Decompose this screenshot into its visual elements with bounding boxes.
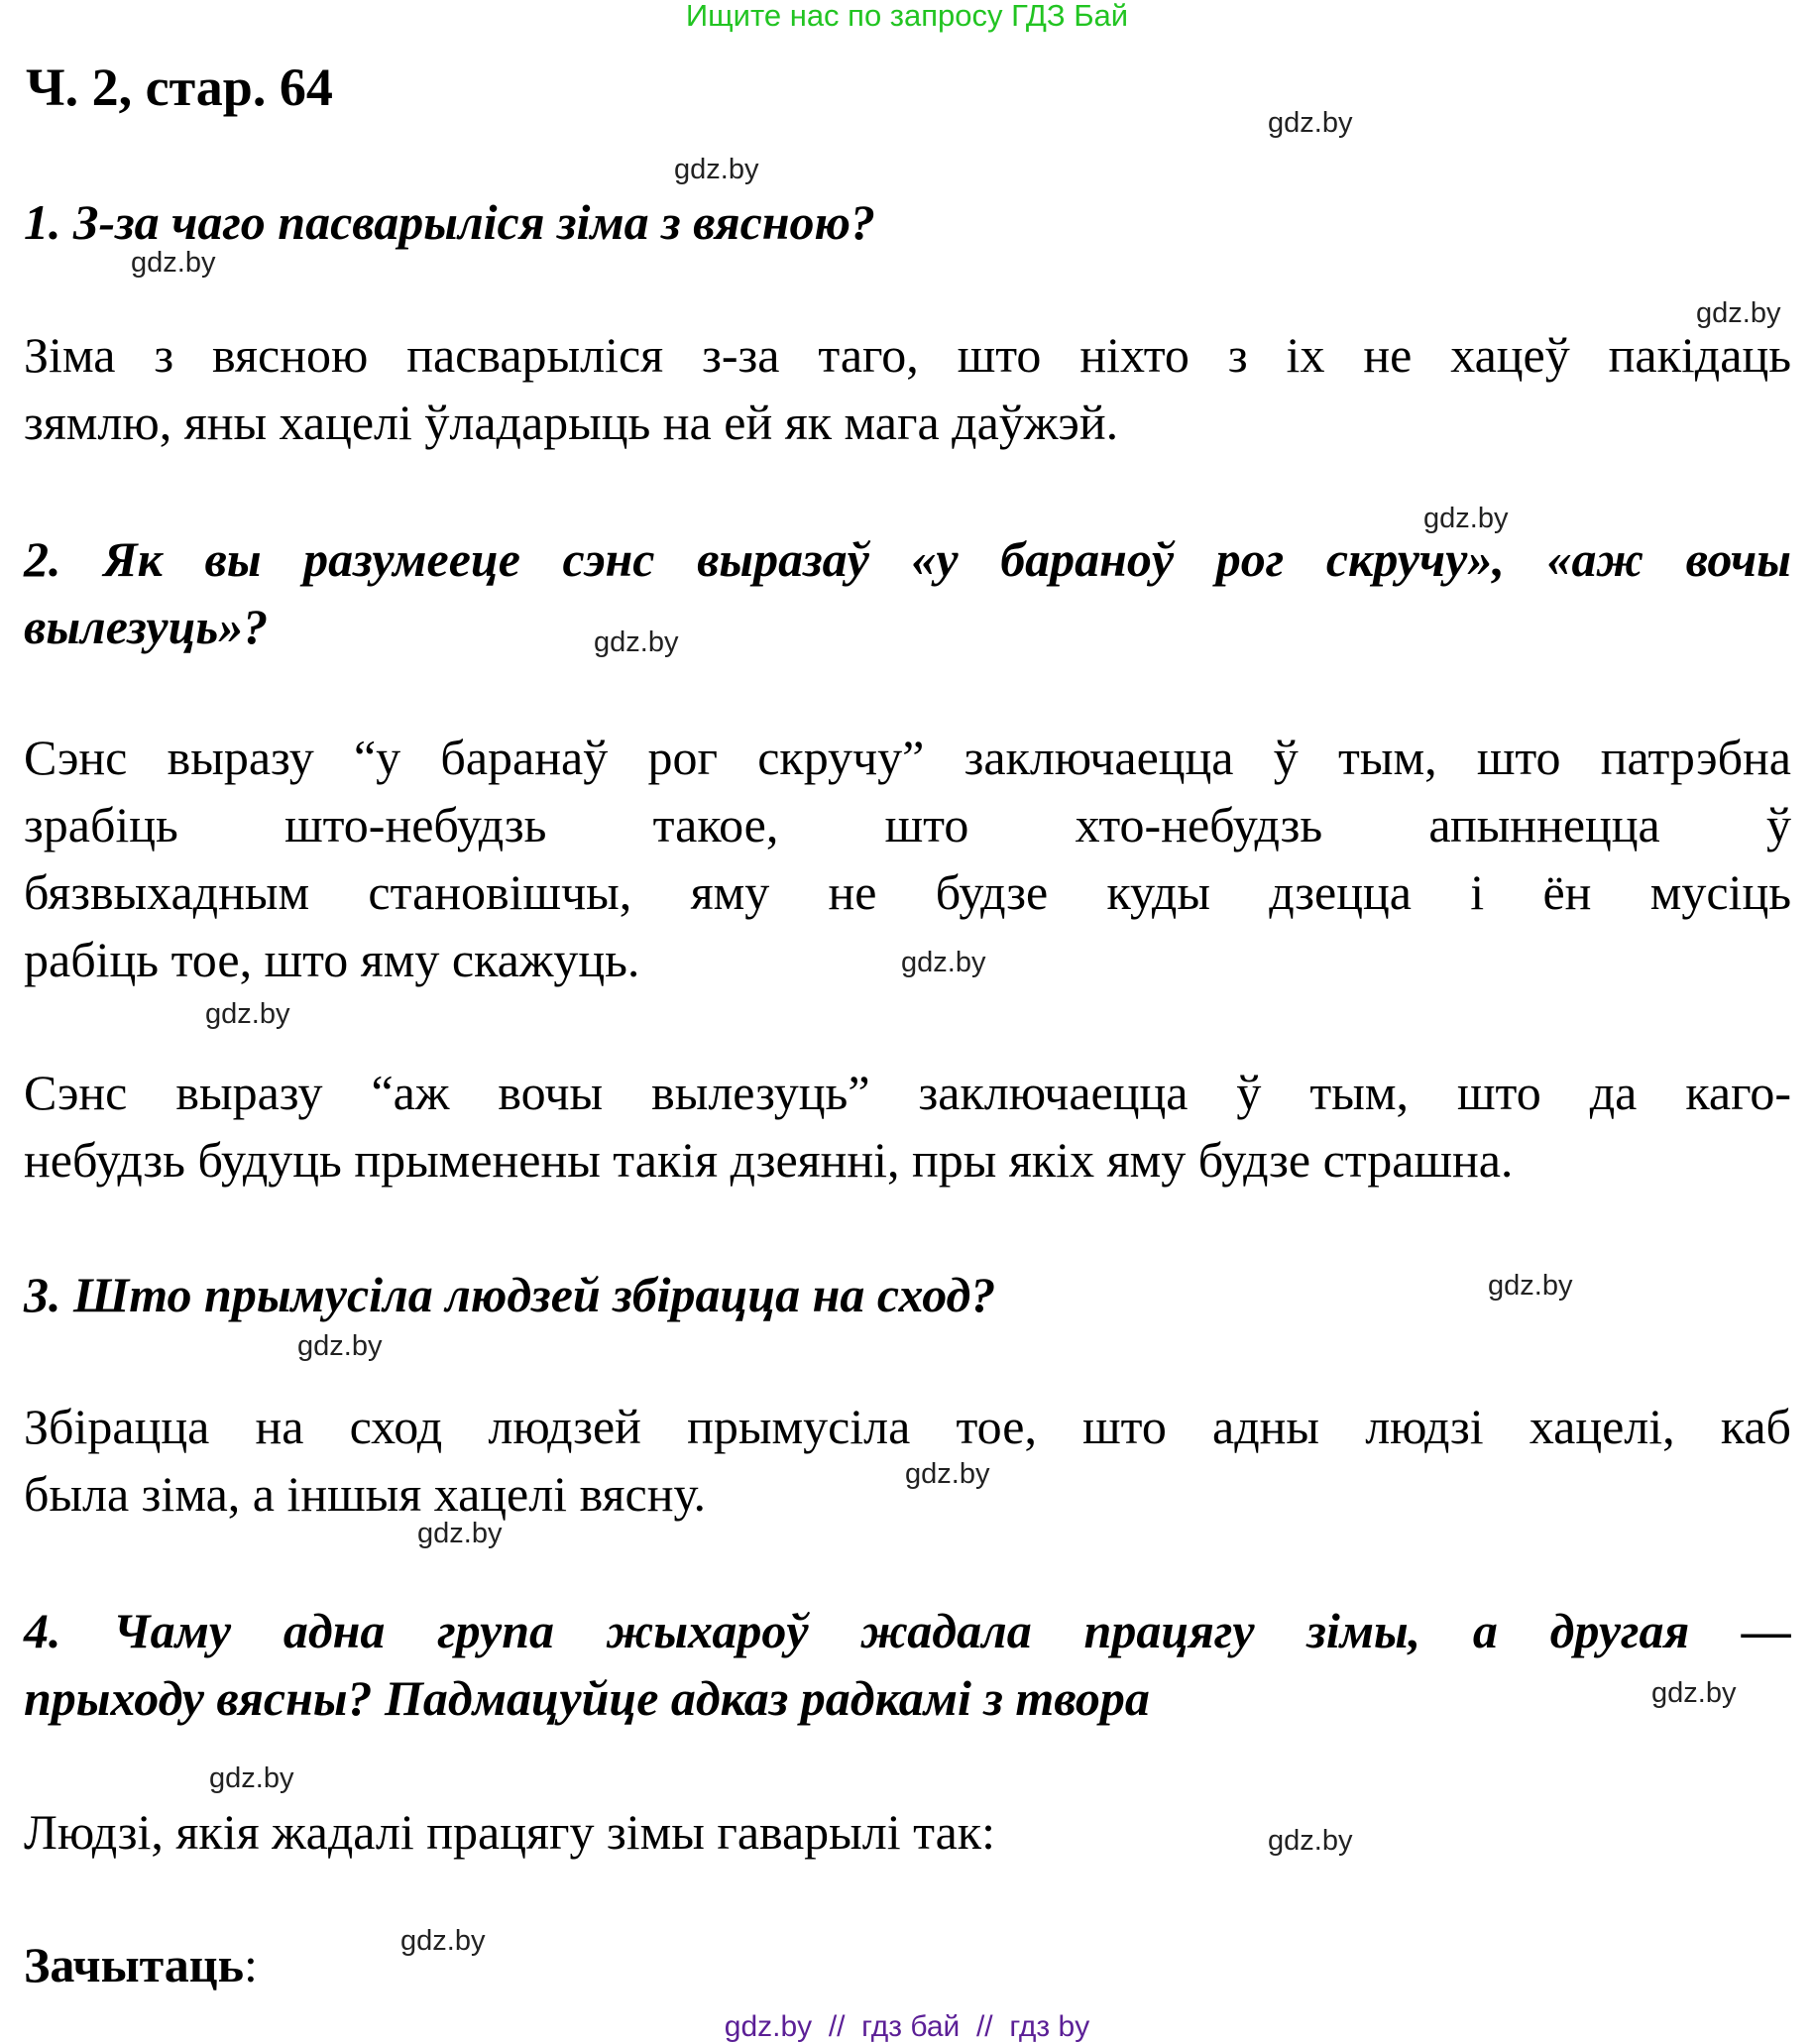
question-line: прыходу вясны? Падмацуйце адказ радкамі з твора xyxy=(24,1670,1150,1726)
answer-4 xyxy=(24,1798,1791,1866)
answer-line: Сэнс выразу “у баранаў рог скручу” заключаецца ў тым, што патрэбна xyxy=(24,730,1791,785)
read-colon: : xyxy=(244,1937,258,1992)
question-line: 3. Што прымусіла людзей збірацца на сход? xyxy=(24,1267,996,1322)
read-label: Зачытаць xyxy=(24,1937,245,1992)
question-line: 2. Як вы разумееце сэнс выразаў «у бараноў рог скручу», «аж вочы xyxy=(24,531,1791,587)
answer-line: небудзь будуць прыменены такія дзеянні, пры якіх яму будзе страшна. xyxy=(24,1132,1514,1188)
search-banner: Ищите нас по запросу ГДЗ Бай xyxy=(685,0,1129,33)
watermark: gdz.by xyxy=(1268,107,1353,139)
watermark: gdz.by xyxy=(1696,297,1781,329)
question-line: вылезуць»? xyxy=(24,599,269,654)
watermark: gdz.by xyxy=(1488,1270,1573,1302)
answer-line: была зіма, а іншыя хацелі вясну. xyxy=(24,1466,706,1522)
watermark: gdz.by xyxy=(674,154,759,185)
answer-line: Людзі, якія жадалі працягу зімы гаварылі так: xyxy=(24,1804,995,1860)
question-line: 4. Чаму адна група жыхароў жадала працягу зімы, а другая — xyxy=(24,1603,1791,1658)
watermark: gdz.by xyxy=(297,1330,383,1362)
answer-line: зямлю, яны хацелі ўладарыць на ей як мага даўжэй. xyxy=(24,395,1119,450)
read-section xyxy=(24,1931,1791,1998)
watermark: gdz.by xyxy=(1268,1825,1353,1857)
answer-line: бязвыхадным становішчы, яму не будзе куды дзецца і ён мусіць xyxy=(24,864,1791,920)
watermark: gdz.by xyxy=(131,247,216,279)
watermark: gdz.by xyxy=(1423,503,1509,534)
watermark: gdz.by xyxy=(209,1762,294,1794)
answer-2b xyxy=(24,1059,1791,1193)
watermark: gdz.by xyxy=(901,947,986,978)
answer-line: Зіма з вясною пасварыліся з-за таго, што ніхто з іх не хацеў пакідаць xyxy=(24,327,1791,383)
answer-1 xyxy=(24,321,1791,456)
watermark: gdz.by xyxy=(417,1518,503,1549)
question-1 xyxy=(24,188,1791,256)
footer-links: gdz.by // гдз бай // гдз by xyxy=(724,2010,1090,2043)
page-title: Ч. 2, стар. 64 xyxy=(26,57,333,117)
answer-line: зрабіць што-небудзь такое, што хто-небудзь апыннецца ў xyxy=(24,797,1791,852)
question-2 xyxy=(24,525,1791,660)
answer-line: Збірацца на сход людзей прымусіла тое, што адны людзі хацелі, каб xyxy=(24,1399,1791,1454)
watermark: gdz.by xyxy=(400,1925,486,1957)
watermark: gdz.by xyxy=(205,998,290,1030)
answer-line: рабіць тое, што яму скажуць. xyxy=(24,932,640,987)
watermark: gdz.by xyxy=(594,626,679,658)
question-line: 1. З-за чаго пасварыліся зіма з вясною? xyxy=(24,194,876,250)
watermark: gdz.by xyxy=(1651,1677,1737,1709)
answer-line: Сэнс выразу “аж вочы вылезуць” заключаецца ў тым, што да каго- xyxy=(24,1065,1791,1120)
watermark: gdz.by xyxy=(905,1458,990,1490)
question-4 xyxy=(24,1597,1791,1732)
